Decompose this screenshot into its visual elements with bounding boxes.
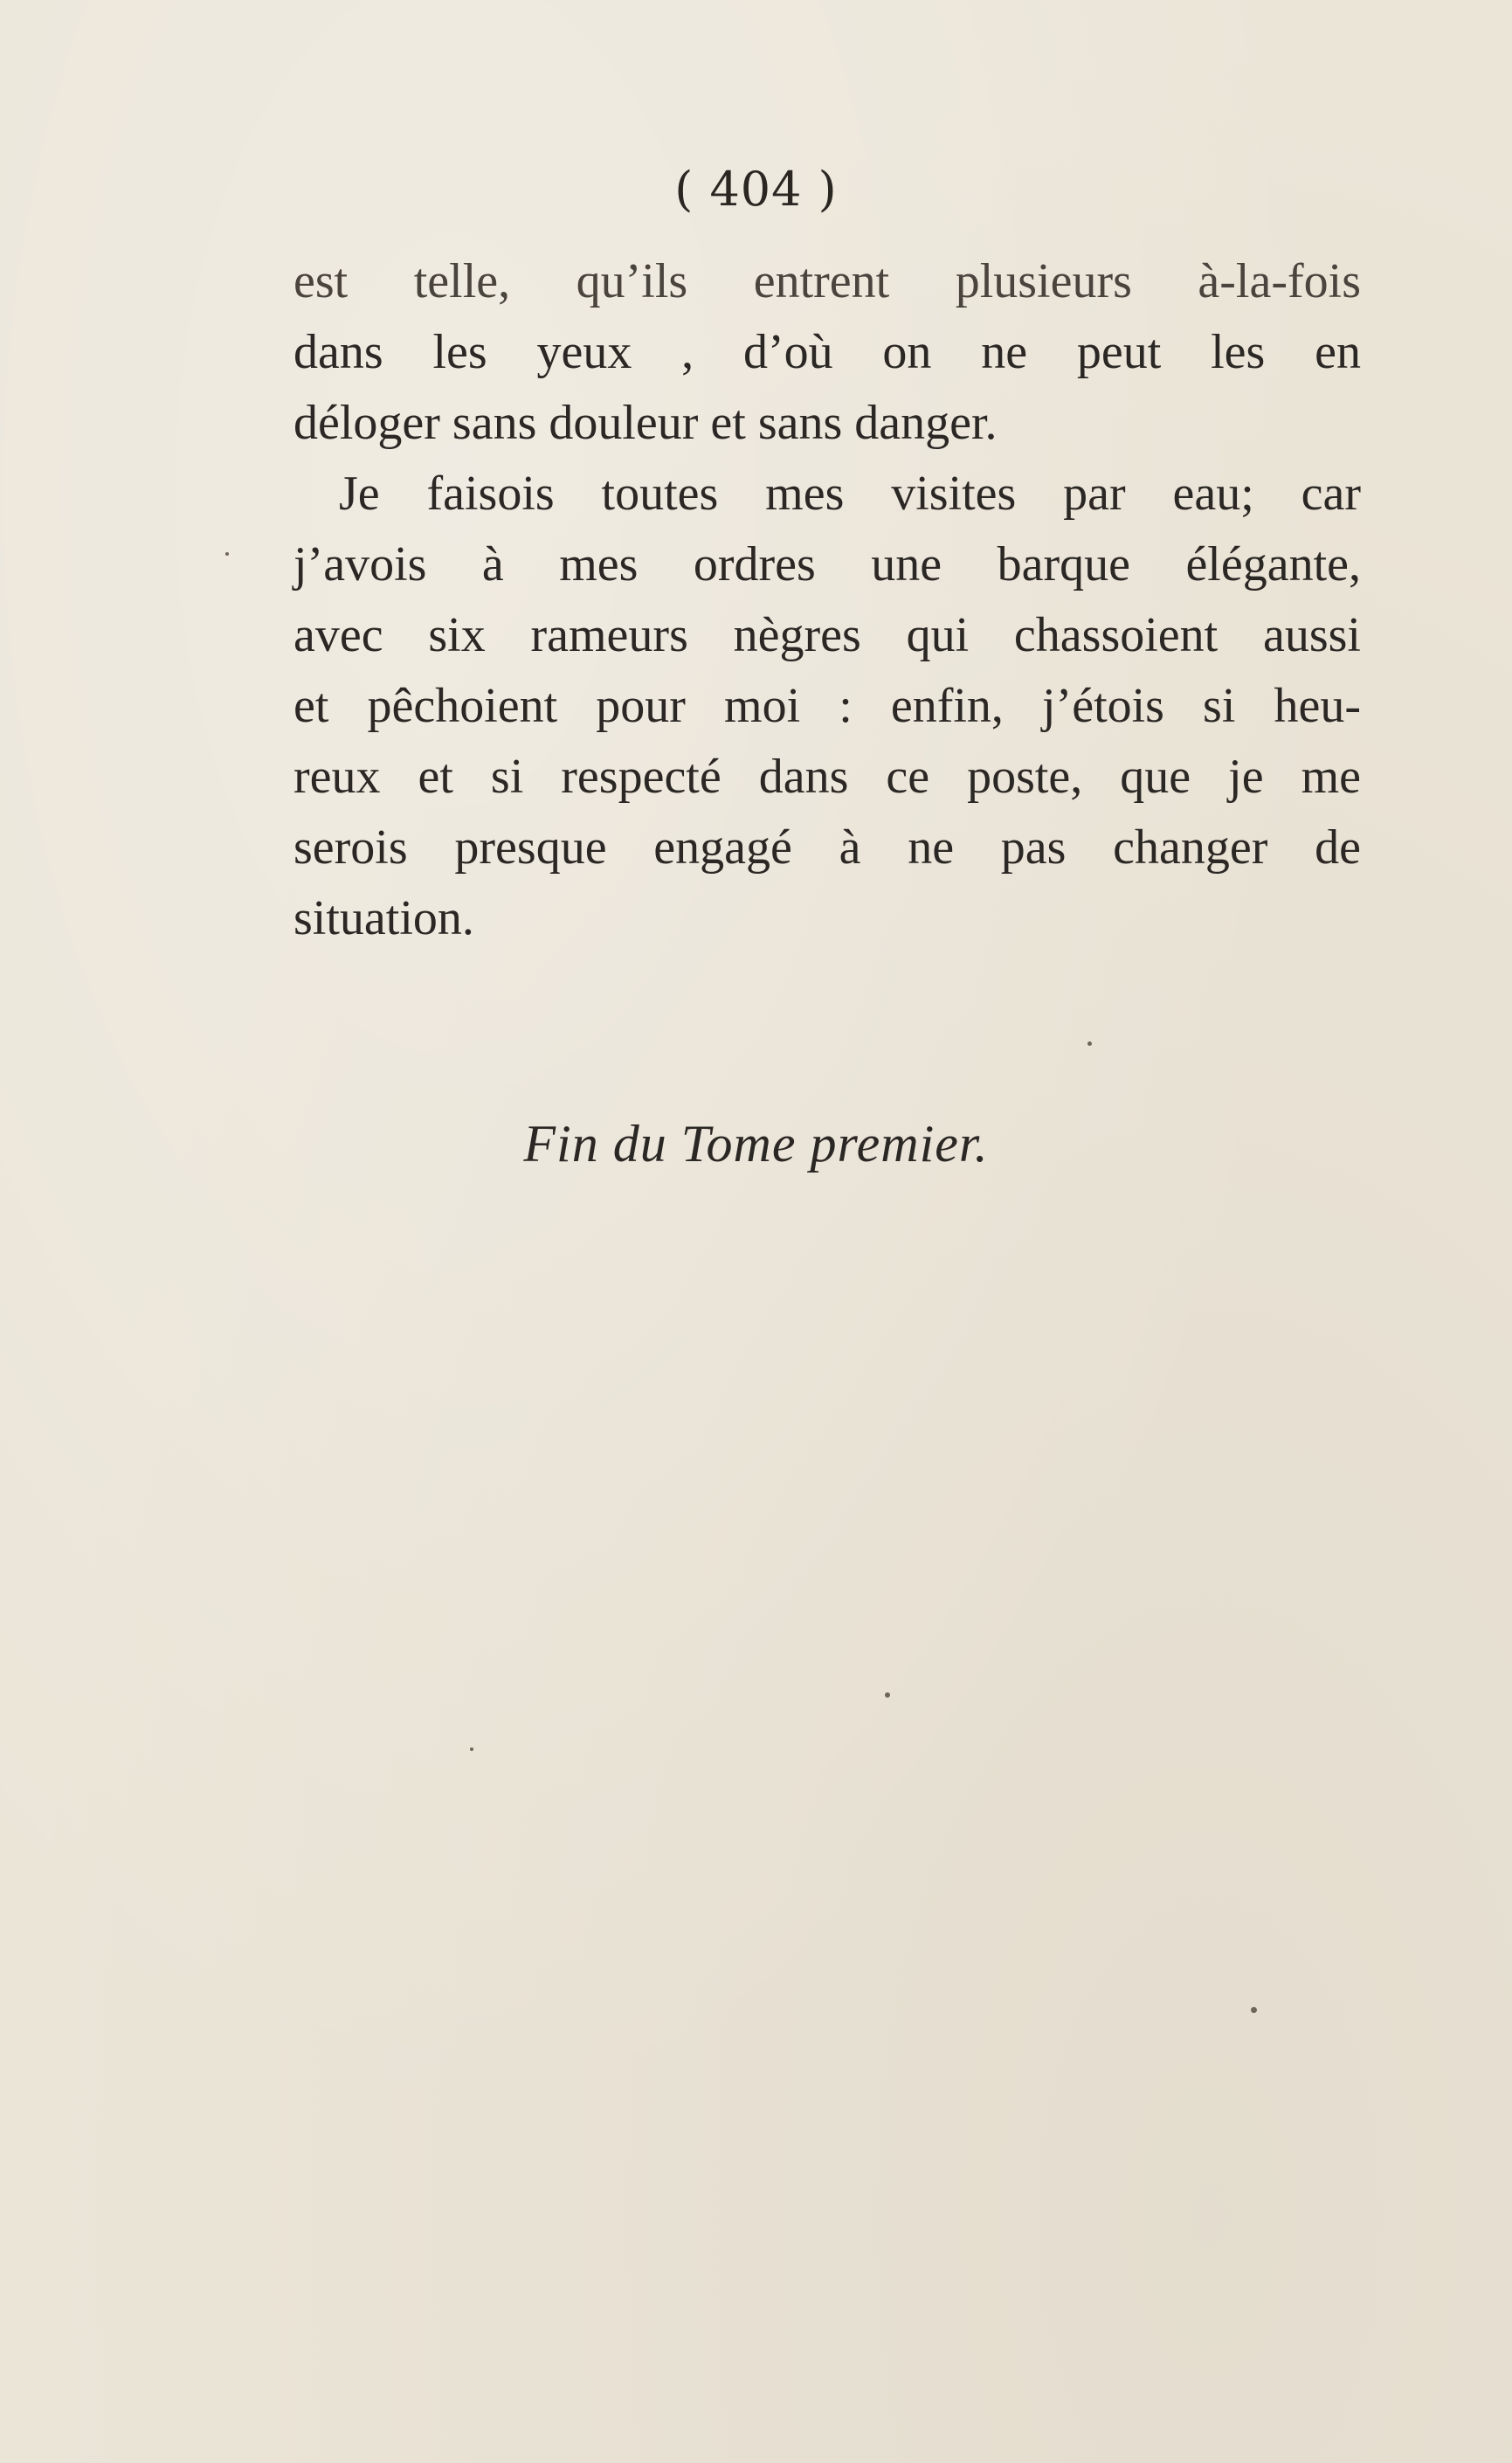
page-number: ( 404 ) — [674, 162, 838, 217]
text-line: situation. — [293, 891, 474, 945]
text-line: est telle, qu’ils entrent plusieurs à-la-fois — [293, 254, 1361, 308]
paper-speck — [1087, 1041, 1092, 1046]
text-line: déloger sans douleur et sans danger. — [293, 396, 998, 450]
body-text — [293, 246, 1361, 954]
paper-speck — [885, 1692, 890, 1698]
paper-speck — [470, 1747, 473, 1751]
text-line: reux et si respecté dans ce poste, que je me — [293, 750, 1361, 804]
paper-speck — [225, 552, 229, 556]
paper-speck — [1251, 2007, 1257, 2013]
text-line: j’avois à mes ordres une barque élégante, — [293, 537, 1361, 592]
text-line: avec six rameurs nègres qui chassoient aussi — [293, 608, 1361, 662]
text-line: dans les yeux , d’où on ne peut les en — [293, 325, 1361, 379]
colophon: Fin du Tome premier. — [523, 1115, 989, 1173]
text-line: serois presque engagé à ne pas changer de — [293, 820, 1361, 875]
text-line: et pêchoient pour moi : enfin, j’étois si heu- — [293, 679, 1361, 733]
text-line: Je faisois toutes mes visites par eau; car — [339, 467, 1361, 521]
